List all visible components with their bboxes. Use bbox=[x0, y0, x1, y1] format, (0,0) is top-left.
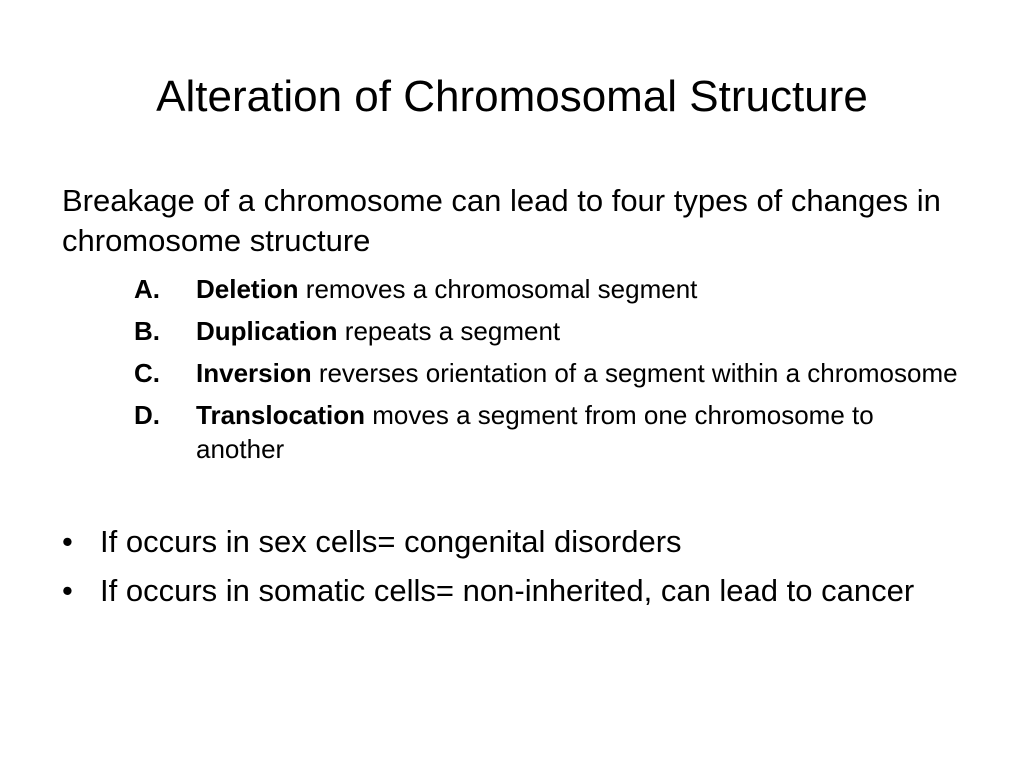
term-translocation: Translocation bbox=[196, 400, 366, 430]
bullet-text: If occurs in somatic cells= non-inherited, can lead to cancer bbox=[100, 573, 915, 608]
list-item-duplication bbox=[134, 314, 964, 348]
term-inversion: Inversion bbox=[196, 358, 312, 388]
list-letter: C. bbox=[134, 358, 160, 388]
description-translocation: moves a segment from one chromosome to another bbox=[196, 400, 874, 464]
bullet-icon: • bbox=[62, 524, 73, 559]
consequences-list bbox=[62, 522, 962, 620]
list-letter: D. bbox=[134, 400, 160, 430]
description-duplication: repeats a segment bbox=[337, 316, 561, 346]
bullet-text: If occurs in sex cells= congenital disorders bbox=[100, 524, 682, 559]
list-letter: A. bbox=[134, 274, 160, 304]
description-deletion: removes a chromosomal segment bbox=[298, 274, 698, 304]
list-letter: B. bbox=[134, 316, 160, 346]
term-duplication: Duplication bbox=[196, 316, 338, 346]
list-item-translocation bbox=[134, 398, 964, 466]
list-item-deletion bbox=[134, 272, 964, 306]
bullet-icon: • bbox=[62, 573, 73, 608]
change-types-list bbox=[134, 272, 964, 474]
description-inversion: reverses orientation of a segment within a chromosome bbox=[311, 358, 958, 388]
list-item-inversion bbox=[134, 356, 964, 390]
bullet-item-somatic-cells bbox=[62, 571, 962, 611]
term-deletion: Deletion bbox=[196, 274, 299, 304]
slide-title: Alteration of Chromosomal Structure bbox=[156, 72, 868, 121]
bullet-item-sex-cells bbox=[62, 522, 962, 562]
intro-text: Breakage of a chromosome can lead to four types of changes in chromosome structure bbox=[62, 183, 941, 258]
